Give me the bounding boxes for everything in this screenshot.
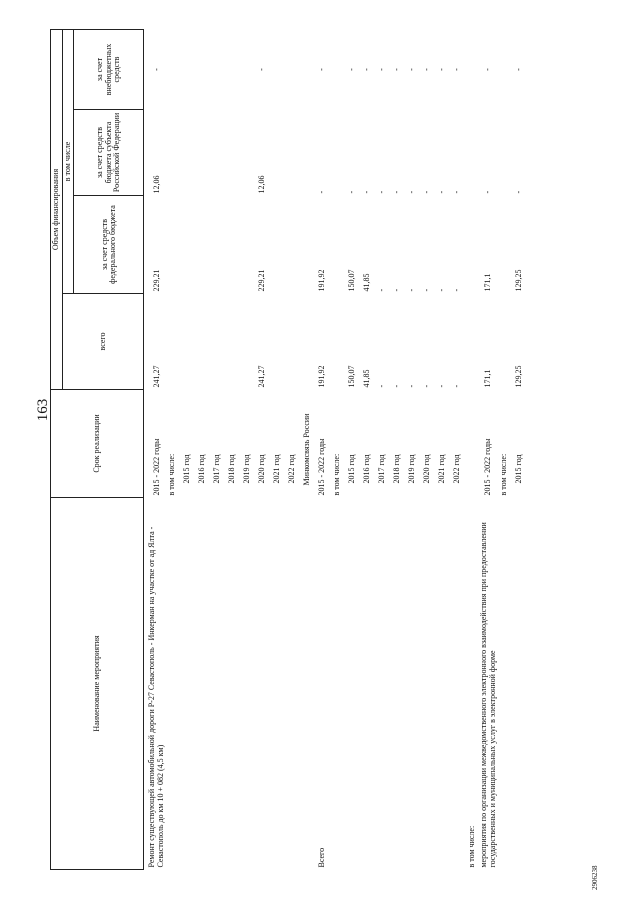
cell-name bbox=[165, 498, 180, 870]
cell-extrabudget: - bbox=[392, 68, 402, 71]
cell-term: 2018 год bbox=[392, 454, 402, 484]
cell-name: Всего bbox=[317, 847, 327, 868]
cell-extrabudget: - bbox=[452, 68, 462, 71]
table-row bbox=[405, 29, 420, 869]
cell-term: 2016 год bbox=[362, 454, 372, 484]
cell-extrabudget: - bbox=[422, 68, 432, 71]
cell-total: 241,27 bbox=[151, 365, 161, 388]
table-row bbox=[375, 29, 390, 869]
table-row bbox=[465, 29, 480, 869]
cell-subject: - bbox=[392, 190, 402, 194]
table-body bbox=[144, 29, 527, 869]
cell-total: - bbox=[392, 384, 402, 388]
cell-total: 171,1 bbox=[483, 369, 493, 388]
header-total: всего bbox=[63, 294, 144, 390]
cell-name: в том числе: bbox=[467, 825, 477, 868]
cell-extrabudget: - bbox=[347, 68, 357, 71]
cell-name bbox=[330, 498, 345, 870]
cell-term: 2021 год bbox=[437, 454, 447, 484]
cell-total: 41,85 bbox=[362, 369, 372, 388]
cell-name bbox=[180, 498, 195, 870]
table-row bbox=[435, 29, 450, 869]
cell-term: 2015 - 2022 годы bbox=[151, 438, 161, 496]
header-extrabudget: за счет внебюджетных средств bbox=[74, 29, 144, 109]
cell-term: в том числе: bbox=[167, 453, 177, 496]
cell-subject: - bbox=[317, 190, 327, 194]
cell-total: - bbox=[407, 384, 417, 388]
cell-subject: - bbox=[407, 190, 417, 194]
cell-extrabudget: - bbox=[437, 68, 447, 71]
table-row bbox=[345, 29, 360, 869]
cell-term: 2016 год bbox=[197, 454, 207, 484]
cell-extrabudget: - bbox=[483, 68, 493, 71]
cell-extrabudget bbox=[195, 29, 210, 109]
table-row bbox=[480, 29, 497, 869]
cell-subject bbox=[330, 110, 345, 196]
cell-federal bbox=[210, 196, 225, 294]
page-number: 163 bbox=[35, 398, 51, 422]
cell-subject bbox=[270, 110, 285, 196]
table-row bbox=[390, 29, 405, 869]
cell-name: Ремонт существующей автомобильной дороги Р-27 Севастополь - Инкерман на участке от ад Ялта - Севастополь до км 10 + 082 (4,5 км) bbox=[147, 526, 165, 868]
cell-total: - bbox=[422, 384, 432, 388]
cell-total bbox=[497, 294, 512, 390]
header-including: в том числе bbox=[63, 29, 74, 293]
cell-subject bbox=[180, 110, 195, 196]
cell-name bbox=[435, 498, 450, 870]
cell-subject: - bbox=[437, 190, 447, 194]
cell-name bbox=[512, 498, 527, 870]
header-term: Срок реализации bbox=[51, 390, 144, 498]
cell-name bbox=[195, 498, 210, 870]
cell-term: в том числе: bbox=[499, 453, 509, 496]
cell-extrabudget bbox=[210, 29, 225, 109]
table-row bbox=[210, 29, 225, 869]
table-row bbox=[144, 29, 165, 869]
cell-federal: - bbox=[377, 288, 387, 292]
cell-name bbox=[225, 498, 240, 870]
cell-extrabudget bbox=[497, 29, 512, 109]
cell-subject bbox=[465, 110, 480, 196]
cell-subject: - bbox=[452, 190, 462, 194]
cell-total bbox=[465, 294, 480, 390]
header-federal: за счет средств федерального бюджета bbox=[74, 196, 144, 294]
cell-term: 2020 год bbox=[422, 454, 432, 484]
cell-subject bbox=[240, 110, 255, 196]
table-row bbox=[195, 29, 210, 869]
cell-name bbox=[497, 498, 512, 870]
table-row bbox=[300, 29, 315, 869]
cell-subject: - bbox=[377, 190, 387, 194]
table-row bbox=[240, 29, 255, 869]
cell-term: 2021 год bbox=[272, 454, 282, 484]
cell-federal: 171,1 bbox=[483, 273, 493, 292]
cell-name bbox=[450, 498, 465, 870]
cell-federal bbox=[497, 196, 512, 294]
cell-extrabudget bbox=[180, 29, 195, 109]
table-row bbox=[165, 29, 180, 869]
cell-name bbox=[240, 498, 255, 870]
cell-federal: 191,92 bbox=[317, 269, 327, 292]
cell-subject: - bbox=[483, 190, 493, 194]
cell-total: 150,07 bbox=[347, 365, 357, 388]
cell-subject: - bbox=[514, 190, 524, 194]
table-row bbox=[255, 29, 270, 869]
cell-term: 2015 - 2022 годы bbox=[317, 438, 327, 496]
cell-name bbox=[360, 498, 375, 870]
cell-term: 2015 год bbox=[182, 454, 192, 484]
cell-term: 2022 год bbox=[452, 454, 462, 484]
table-row bbox=[450, 29, 465, 869]
header-name: Наименование мероприятия bbox=[51, 498, 144, 870]
cell-term: 2019 год bbox=[407, 454, 417, 484]
cell-extrabudget: - bbox=[514, 68, 524, 71]
cell-name bbox=[270, 498, 285, 870]
cell-term: в том числе: bbox=[332, 453, 342, 496]
cell-subject bbox=[210, 110, 225, 196]
cell-extrabudget: - bbox=[151, 68, 161, 71]
cell-total: - bbox=[452, 384, 462, 388]
cell-total: 129,25 bbox=[514, 365, 524, 388]
cell-name bbox=[420, 498, 435, 870]
cell-name bbox=[255, 498, 270, 870]
cell-federal: 150,07 bbox=[347, 269, 357, 292]
cell-total: - bbox=[437, 384, 447, 388]
cell-name bbox=[285, 498, 300, 870]
cell-extrabudget bbox=[165, 29, 180, 109]
cell-subject bbox=[225, 110, 240, 196]
header-subject: за счет средств бюджета субъекта Российской Федерации bbox=[74, 110, 144, 196]
cell-subject: 12,06 bbox=[151, 175, 161, 194]
cell-total bbox=[285, 294, 300, 390]
rotated-table-container bbox=[50, 30, 640, 870]
cell-name bbox=[210, 498, 225, 870]
cell-term: 2017 год bbox=[212, 454, 222, 484]
cell-name: мероприятия по организации межведомственного электронного взаимодействия при предоставлении государственных и муниципальных услуг в электронной форме bbox=[479, 522, 497, 868]
cell-federal: 129,25 bbox=[514, 269, 524, 292]
cell-total bbox=[165, 294, 180, 390]
cell-extrabudget bbox=[225, 29, 240, 109]
cell-term: 2015 - 2022 годы bbox=[483, 438, 493, 496]
table-row bbox=[420, 29, 435, 869]
cell-extrabudget bbox=[270, 29, 285, 109]
financing-table bbox=[50, 29, 527, 870]
cell-term: 2015 год bbox=[347, 454, 357, 484]
cell-federal bbox=[180, 196, 195, 294]
cell-total bbox=[195, 294, 210, 390]
table-row bbox=[180, 29, 195, 869]
cell-subject bbox=[195, 110, 210, 196]
cell-subject: 12,06 bbox=[257, 175, 267, 194]
cell-extrabudget: - bbox=[362, 68, 372, 71]
cell-total bbox=[210, 294, 225, 390]
table-row bbox=[270, 29, 285, 869]
cell-term: 2020 год bbox=[257, 454, 267, 484]
cell-extrabudget bbox=[240, 29, 255, 109]
cell-total: 191,92 bbox=[317, 365, 327, 388]
header-volume: Объем финансирования bbox=[51, 29, 63, 389]
cell-federal: 41,85 bbox=[362, 273, 372, 292]
table-row bbox=[285, 29, 300, 869]
cell-name bbox=[375, 498, 390, 870]
cell-term: 2015 год bbox=[514, 454, 524, 484]
table-row bbox=[360, 29, 375, 869]
cell-total: 241,27 bbox=[257, 365, 267, 388]
table-row bbox=[315, 29, 330, 869]
cell-total bbox=[270, 294, 285, 390]
cell-subject bbox=[285, 110, 300, 196]
cell-term: 2018 год bbox=[227, 454, 237, 484]
cell-extrabudget bbox=[285, 29, 300, 109]
table-row bbox=[330, 29, 345, 869]
cell-extrabudget: - bbox=[407, 68, 417, 71]
cell-term: 2017 год bbox=[377, 454, 387, 484]
cell-extrabudget: - bbox=[257, 68, 267, 71]
cell-federal: - bbox=[407, 288, 417, 292]
cell-federal bbox=[270, 196, 285, 294]
cell-term: 2022 год bbox=[287, 454, 297, 484]
cell-federal bbox=[465, 196, 480, 294]
cell-federal: - bbox=[437, 288, 447, 292]
cell-extrabudget: - bbox=[377, 68, 387, 71]
cell-subject: - bbox=[422, 190, 432, 194]
cell-federal: 229,21 bbox=[151, 269, 161, 292]
cell-total bbox=[330, 294, 345, 390]
cell-name bbox=[390, 498, 405, 870]
cell-total bbox=[240, 294, 255, 390]
ministry-label: Минкомсвязь России bbox=[302, 413, 312, 486]
cell-extrabudget bbox=[330, 29, 345, 109]
cell-term: 2019 год bbox=[242, 454, 252, 484]
cell-federal: 229,21 bbox=[257, 269, 267, 292]
cell-subject: - bbox=[347, 190, 357, 194]
cell-federal bbox=[240, 196, 255, 294]
cell-federal bbox=[165, 196, 180, 294]
cell-federal bbox=[330, 196, 345, 294]
table-row bbox=[497, 29, 512, 869]
cell-total bbox=[225, 294, 240, 390]
document-code: 2906238 bbox=[591, 865, 599, 890]
cell-federal bbox=[195, 196, 210, 294]
cell-name bbox=[405, 498, 420, 870]
table-row bbox=[512, 29, 527, 869]
cell-term bbox=[465, 390, 480, 498]
cell-federal bbox=[225, 196, 240, 294]
cell-subject bbox=[497, 110, 512, 196]
table-row bbox=[225, 29, 240, 869]
cell-extrabudget bbox=[465, 29, 480, 109]
cell-subject: - bbox=[362, 190, 372, 194]
cell-federal: - bbox=[452, 288, 462, 292]
cell-total bbox=[180, 294, 195, 390]
cell-subject bbox=[165, 110, 180, 196]
cell-extrabudget: - bbox=[317, 68, 327, 71]
cell-federal bbox=[285, 196, 300, 294]
cell-total: - bbox=[377, 384, 387, 388]
cell-federal: - bbox=[392, 288, 402, 292]
cell-name bbox=[345, 498, 360, 870]
cell-federal: - bbox=[422, 288, 432, 292]
